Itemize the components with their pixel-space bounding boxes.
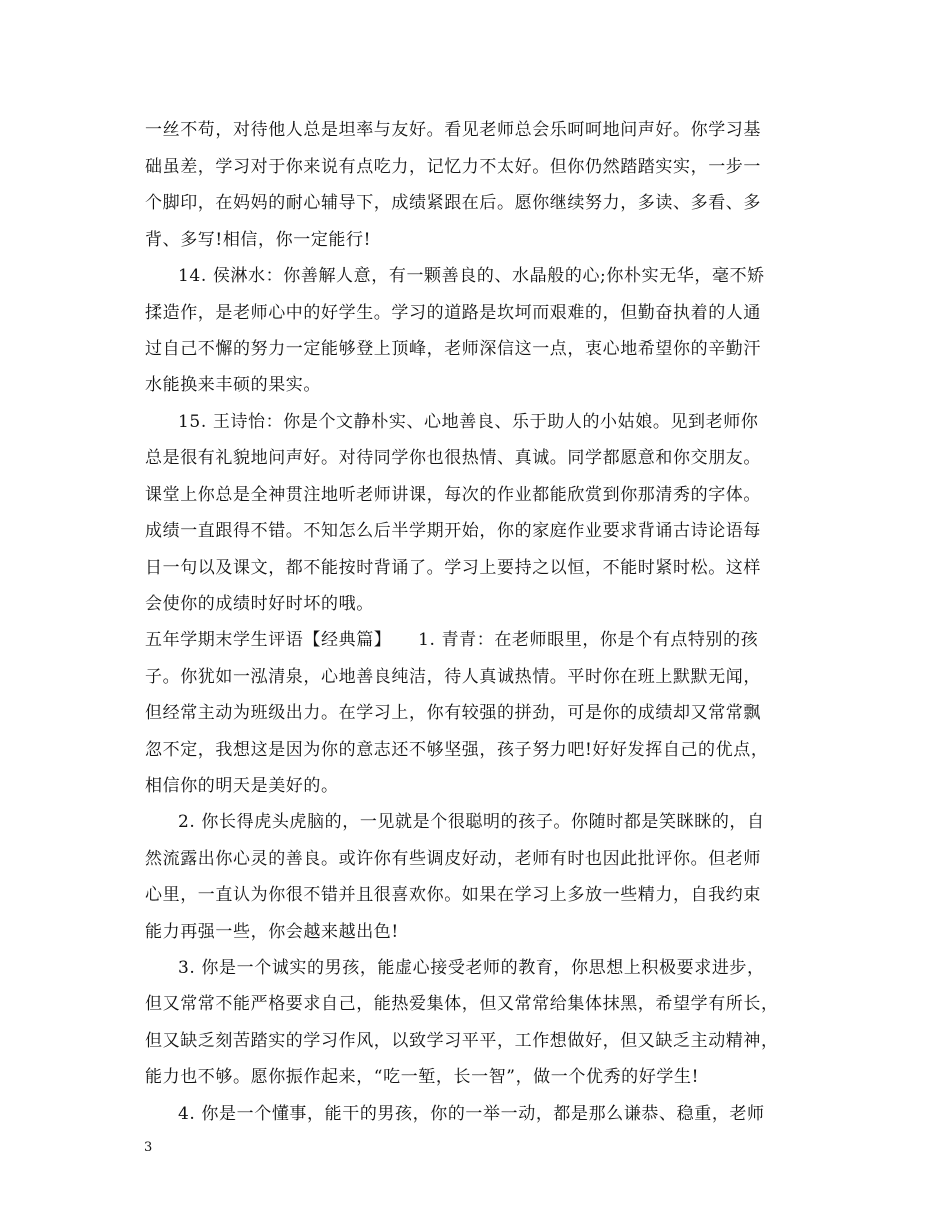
paragraph-start-line: 4. 你是一个懂事，能干的男孩，你的一举一动，都是那么谦恭、稳重，老师: [178, 1104, 765, 1124]
text-line: 忽不定，我想这是因为你的意志还不够坚强，孩子努力吧!好好发挥自己的优点，: [145, 740, 769, 760]
text-line: 背、多写!相信，你一定能行!: [145, 230, 372, 250]
text-line: 心里，一直认为你很不错并且很喜欢你。如果在学习上多放一些精力，自我约束: [145, 885, 761, 905]
text-line: 成绩一直跟得不错。不知怎么后半学期开始，你的家庭作业要求背诵古诗论语每: [145, 521, 761, 541]
section-heading-line: 五年学期末学生评语【经典篇】 1. 青青：在老师眼里，你是个有点特别的孩: [145, 630, 759, 650]
text-line: 但又常常不能严格要求自己，能热爱集体，但又常常给集体抹黑，希望学有所长，: [145, 994, 779, 1014]
text-line: 课堂上你总是全神贯注地听老师讲课，每次的作业都能欣赏到你那清秀的字体。: [145, 485, 761, 505]
text-line: 然流露出你心灵的善良。或许你有些调皮好动，老师有时也因此批评你。但老师: [145, 849, 761, 869]
text-line: 揉造作，是老师心中的好学生。学习的道路是坎坷而艰难的，但勤奋执着的人通: [145, 303, 761, 323]
text-line: 日一句以及课文，都不能按时背诵了。学习上要持之以恒，不能时紧时松。这样: [145, 558, 761, 578]
text-line: 但经常主动为班级出力。在学习上，你有较强的拼劲，可是你的成绩却又常常飘: [145, 703, 761, 723]
text-line: 会使你的成绩时好时坏的哦。: [145, 594, 374, 614]
text-line: 个脚印，在妈妈的耐心辅导下，成绩紧跟在后。愿你继续努力，多读、多看、多: [145, 193, 761, 213]
text-line: 总是很有礼貌地问声好。对待同学你也很热情、真诚。同学都愿意和你交朋友。: [145, 448, 761, 468]
text-line: 但又缺乏刻苦踏实的学习作风，以致学习平平，工作想做好，但又缺乏主动精神，: [145, 1031, 779, 1051]
paragraph-start-line: 14. 侯淋水：你善解人意，有一颗善良的、水晶般的心;你朴实无华，毫不矫: [178, 266, 765, 286]
text-line: 一丝不苟，对待他人总是坦率与友好。看见老师总会乐呵呵地问声好。你学习基: [145, 120, 761, 140]
paragraph-start-line: 3. 你是一个诚实的男孩，能虚心接受老师的教育，你思想上积极要求进步，: [178, 958, 765, 978]
text-line: 子。你犹如一泓清泉，心地善良纯洁，待人真诚热情。平时你在班上默默无闻，: [145, 667, 761, 687]
text-line: 能力也不够。愿你振作起来，“吃一堑，长一智”，做一个优秀的好学生!: [145, 1067, 700, 1087]
text-line: 水能换来丰硕的果实。: [145, 375, 321, 395]
text-line: 础虽差，学习对于你来说有点吃力，记忆力不太好。但你仍然踏踏实实，一步一: [145, 157, 761, 177]
text-line: 能力再强一些，你会越来越出色!: [145, 922, 399, 942]
paragraph-start-line: 2. 你长得虎头虎脑的，一见就是个很聪明的孩子。你随时都是笑眯眯的，自: [178, 812, 765, 832]
page-number: 3: [144, 1140, 153, 1155]
paragraph-start-line: 15. 王诗怡：你是个文静朴实、心地善良、乐于助人的小姑娘。见到老师你: [178, 412, 759, 432]
text-line: 过自己不懈的努力一定能够登上顶峰，老师深信这一点，衷心地希望你的辛勤汗: [145, 339, 761, 359]
text-line: 相信你的明天是美好的。: [145, 776, 339, 796]
